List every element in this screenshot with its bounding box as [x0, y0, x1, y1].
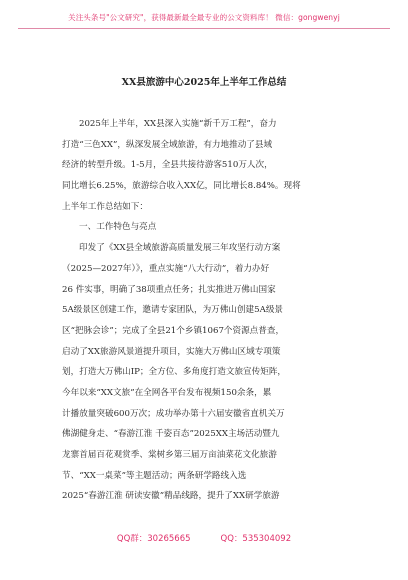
- body-line: 今年以来“XX文旅”在全网各平台发布视频150余条，累: [62, 387, 272, 398]
- body-line: 计播放量突破600万次；成功举办第十六届安徽省直机关万: [62, 408, 285, 419]
- body-line: 一、工作特色与亮点: [79, 222, 157, 233]
- document-title: XX县旅游中心2025年上半年工作总结: [121, 77, 287, 88]
- body-line: 2025“春游江淮 研读安徽”精品线路，提升了XX研学旅游: [62, 491, 280, 502]
- footer-qq-group: QQ群：30265665: [116, 534, 191, 544]
- body-line: 划，打造大万佛山IP；全方位、多角度打造文旅宣传矩阵，: [62, 367, 287, 378]
- body-line: 26 件实事，明确了38项重点任务；扎实推进万佛山国家: [62, 284, 276, 295]
- body-line: 2025年上半年，XX县深入实施“新千万工程”，奋力: [79, 119, 277, 129]
- footer-qq: QQ：535304092: [220, 534, 292, 544]
- body-line: 启动了XX旅游风景道提升项目，实施大万佛山区域专项策: [62, 346, 281, 357]
- body-line: 上半年工作总结如下：: [62, 201, 148, 212]
- body-line: 区“把脉会诊”；完成了全县21个乡镇1067个资源点普查，: [62, 325, 285, 336]
- body-line: 印发了《XX县全域旅游高质量发展三年攻坚行动方案: [79, 243, 281, 254]
- document-body: [62, 114, 348, 507]
- body-line: 节、“XX一桌菜”等主题活动；两条研学路线入选: [62, 470, 247, 481]
- body-line: 佛湖健身走、“春游江淮 千姿百态”2025XX主场活动暨九: [62, 429, 280, 440]
- body-line: 打造“三色XX”，纵深发展全域旅游，有力地推动了县域: [62, 139, 273, 150]
- header-banner: 关注头条号"公文研究"，获得最新最全最专业的公文资料库！ 微信：gongwenyj: [18, 12, 390, 29]
- body-line: 同比增长6.25%，旅游综合收入XX亿，同比增长8.84%。现将: [62, 181, 301, 192]
- footer-contact: [0, 532, 408, 544]
- body-line: （2025—2027年）》，重点实施“八大行动”，着力办好: [62, 263, 270, 274]
- body-line: 经济的转型升级。1-5月，全县共接待游客510万人次，: [62, 160, 273, 171]
- body-line: 龙寨首届百花观赏季、棠树乡第三届万亩油菜花文化旅游: [62, 450, 277, 460]
- body-line: 5A级景区创建工作，邀请专家团队，为万佛山创建5A级景: [62, 305, 284, 316]
